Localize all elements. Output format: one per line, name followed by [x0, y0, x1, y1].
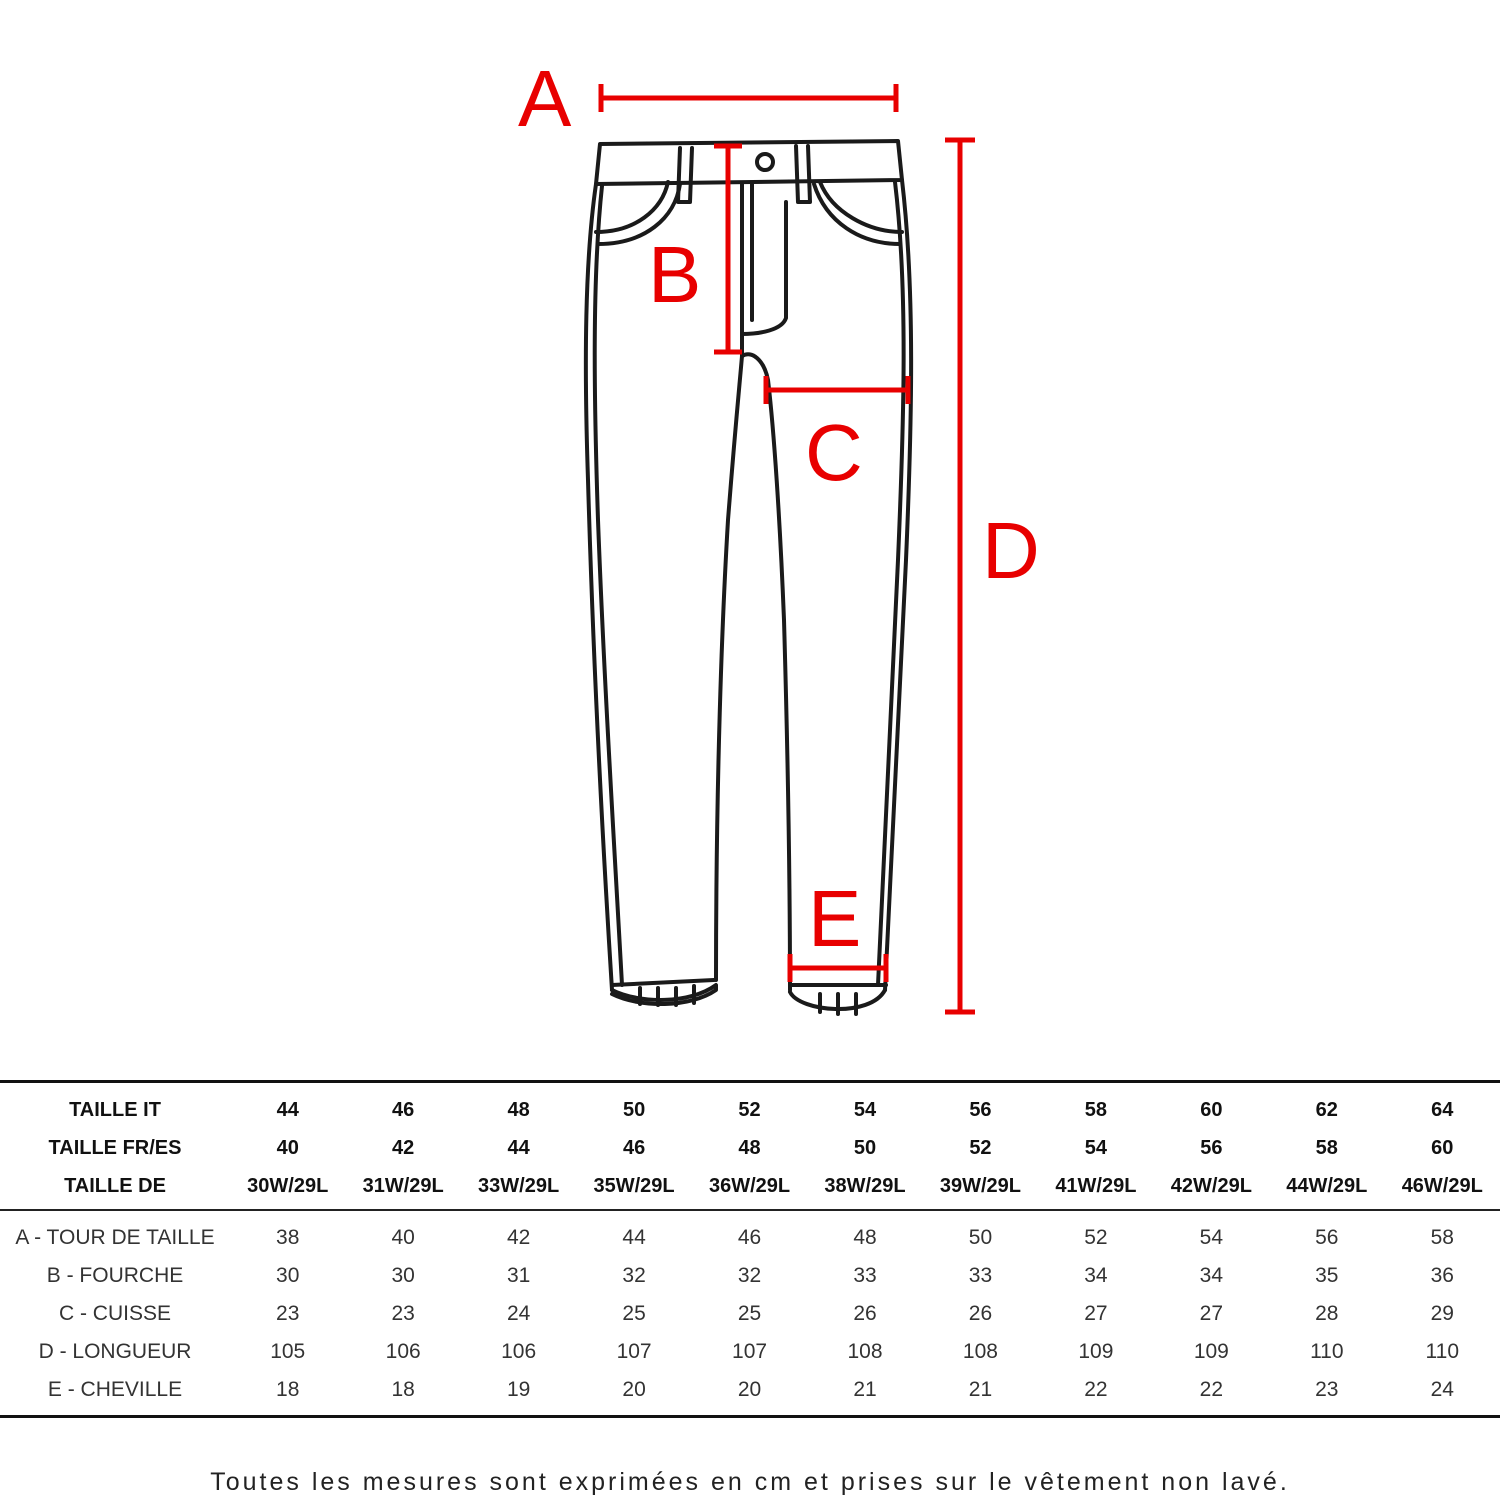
dimension-label-a: A: [518, 54, 572, 143]
measurement-value: 58: [1430, 1226, 1454, 1249]
size-chart-table: [0, 1080, 1500, 1418]
size-value: 46W/29L: [1385, 1167, 1500, 1210]
size-value: 62: [1315, 1098, 1338, 1121]
measurement-value: 27: [1199, 1302, 1224, 1325]
measurement-row: [0, 1257, 1500, 1295]
measurement-value: 30: [391, 1264, 415, 1287]
measurement-value: 27: [1084, 1302, 1108, 1325]
measurement-value: 56: [1315, 1226, 1339, 1249]
measurement-row: [0, 1371, 1500, 1417]
measurement-value: 18: [391, 1378, 415, 1401]
row-label: D - LONGUEUR: [38, 1340, 192, 1363]
measurement-value: 34: [1199, 1264, 1224, 1287]
dimension-d-line: [945, 140, 975, 1012]
measurement-value: 22: [1084, 1378, 1108, 1401]
measurement-value: 19: [506, 1378, 531, 1401]
dimension-a-line: [601, 84, 896, 112]
size-value: 46: [622, 1136, 646, 1159]
measurement-value: 106: [385, 1340, 421, 1363]
size-value: 36W/29L: [692, 1167, 807, 1210]
measurement-value: 35: [1315, 1264, 1339, 1287]
measurement-row: [0, 1295, 1500, 1333]
size-value: 30W/29L: [230, 1167, 345, 1210]
row-label: C - CUISSE: [58, 1302, 171, 1325]
measurement-value: 40: [391, 1226, 415, 1249]
measurement-value: 110: [1310, 1340, 1344, 1363]
size-value: 60: [1431, 1136, 1454, 1159]
size-value: 54: [853, 1098, 877, 1121]
dimension-label-b: B: [648, 230, 702, 319]
size-value: 35W/29L: [576, 1167, 691, 1210]
size-value: 40: [276, 1136, 299, 1159]
measurement-value: 109: [1193, 1340, 1229, 1363]
size-value: 58: [1084, 1098, 1108, 1121]
size-value: 42: [392, 1136, 415, 1159]
row-label: E - CHEVILLE: [47, 1378, 183, 1401]
size-value: 44W/29L: [1269, 1167, 1384, 1210]
measurement-value: 24: [506, 1302, 531, 1325]
measurement-value: 23: [276, 1302, 300, 1325]
size-value: 41W/29L: [1038, 1167, 1153, 1210]
measurement-value: 110: [1425, 1340, 1459, 1363]
size-value: 44: [507, 1136, 530, 1159]
size-value: 39W/29L: [923, 1167, 1038, 1210]
size-value: 33W/29L: [461, 1167, 576, 1210]
measurement-value: 32: [622, 1264, 646, 1287]
measurement-value: 23: [391, 1302, 415, 1325]
measurement-value: 52: [1084, 1226, 1108, 1249]
measurement-value: 42: [506, 1226, 531, 1249]
measurement-value: 20: [737, 1378, 762, 1401]
measurement-value: 108: [962, 1340, 998, 1363]
size-value: 48: [507, 1098, 530, 1121]
measurement-value: 18: [276, 1378, 300, 1401]
measurement-value: 46: [737, 1226, 762, 1249]
row-label: TAILLE IT: [69, 1098, 161, 1121]
size-value: 52: [969, 1136, 992, 1159]
size-value: 50: [853, 1136, 877, 1159]
measurement-value: 30: [276, 1264, 300, 1287]
measurement-footnote: Toutes les mesures sont exprimées en cm et prises sur le vêtement non lavé.: [210, 1468, 1290, 1496]
measurement-value: 24: [1430, 1378, 1454, 1401]
size-value: 46: [392, 1098, 415, 1121]
size-value: 56: [1200, 1136, 1223, 1159]
measurement-value: 38: [276, 1226, 300, 1249]
size-value: 38W/29L: [807, 1167, 922, 1210]
row-label: B - FOURCHE: [46, 1264, 184, 1287]
measurement-value: 107: [616, 1340, 652, 1363]
measurement-value: 105: [270, 1340, 306, 1363]
row-label: TAILLE DE: [0, 1167, 230, 1210]
size-header-row: [0, 1167, 1500, 1210]
measurement-value: 31: [506, 1264, 531, 1287]
measurement-value: 109: [1078, 1340, 1114, 1363]
dimension-c-line: [766, 376, 908, 404]
measurement-value: 33: [853, 1264, 877, 1287]
measurement-value: 34: [1084, 1264, 1108, 1287]
measurement-value: 21: [853, 1378, 877, 1401]
measurement-value: 36: [1430, 1264, 1454, 1287]
measurement-value: 50: [968, 1226, 993, 1249]
measurement-value: 23: [1315, 1378, 1339, 1401]
measurement-value: 29: [1430, 1302, 1454, 1325]
row-label: TAILLE FR/ES: [48, 1136, 182, 1159]
dimension-label-c: C: [805, 408, 863, 497]
size-header-row: [0, 1082, 1500, 1130]
measurement-value: 54: [1199, 1226, 1224, 1249]
size-header: [0, 1082, 1500, 1211]
size-value: 31W/29L: [345, 1167, 460, 1210]
measurement-value: 25: [737, 1302, 762, 1325]
measurement-row: [0, 1210, 1500, 1257]
size-value: 58: [1315, 1136, 1338, 1159]
size-header-row: [0, 1129, 1500, 1167]
size-value: 50: [622, 1098, 646, 1121]
measurement-value: 26: [968, 1302, 993, 1325]
measurement-value: 26: [853, 1302, 877, 1325]
measurement-value: 33: [968, 1264, 993, 1287]
dimension-label-d: D: [982, 506, 1040, 595]
measurement-value: 22: [1199, 1378, 1224, 1401]
row-label: A - TOUR DE TAILLE: [15, 1226, 215, 1249]
measurement-value: 32: [737, 1264, 762, 1287]
size-value: 44: [276, 1098, 299, 1121]
dimension-label-e: E: [808, 874, 862, 963]
measurement-value: 48: [853, 1226, 877, 1249]
measurement-value: 107: [732, 1340, 768, 1363]
size-value: 52: [738, 1098, 761, 1121]
size-value: 54: [1084, 1136, 1108, 1159]
measurement-value: 25: [622, 1302, 646, 1325]
measurement-value: 20: [622, 1378, 646, 1401]
size-value: 48: [738, 1136, 761, 1159]
dimension-b-line: [714, 146, 742, 352]
measurement-value: 106: [501, 1340, 537, 1363]
measurement-row: [0, 1333, 1500, 1371]
size-value: 42W/29L: [1154, 1167, 1269, 1210]
measurement-value: 21: [968, 1378, 993, 1401]
measurement-value: 108: [847, 1340, 883, 1363]
size-value: 64: [1431, 1098, 1454, 1121]
size-value: 56: [969, 1098, 992, 1121]
size-value: 60: [1200, 1098, 1223, 1121]
measurement-body: [0, 1210, 1500, 1417]
measurement-value: 44: [622, 1226, 646, 1249]
pants-illustration: [586, 141, 911, 1014]
measurement-value: 28: [1315, 1302, 1339, 1325]
